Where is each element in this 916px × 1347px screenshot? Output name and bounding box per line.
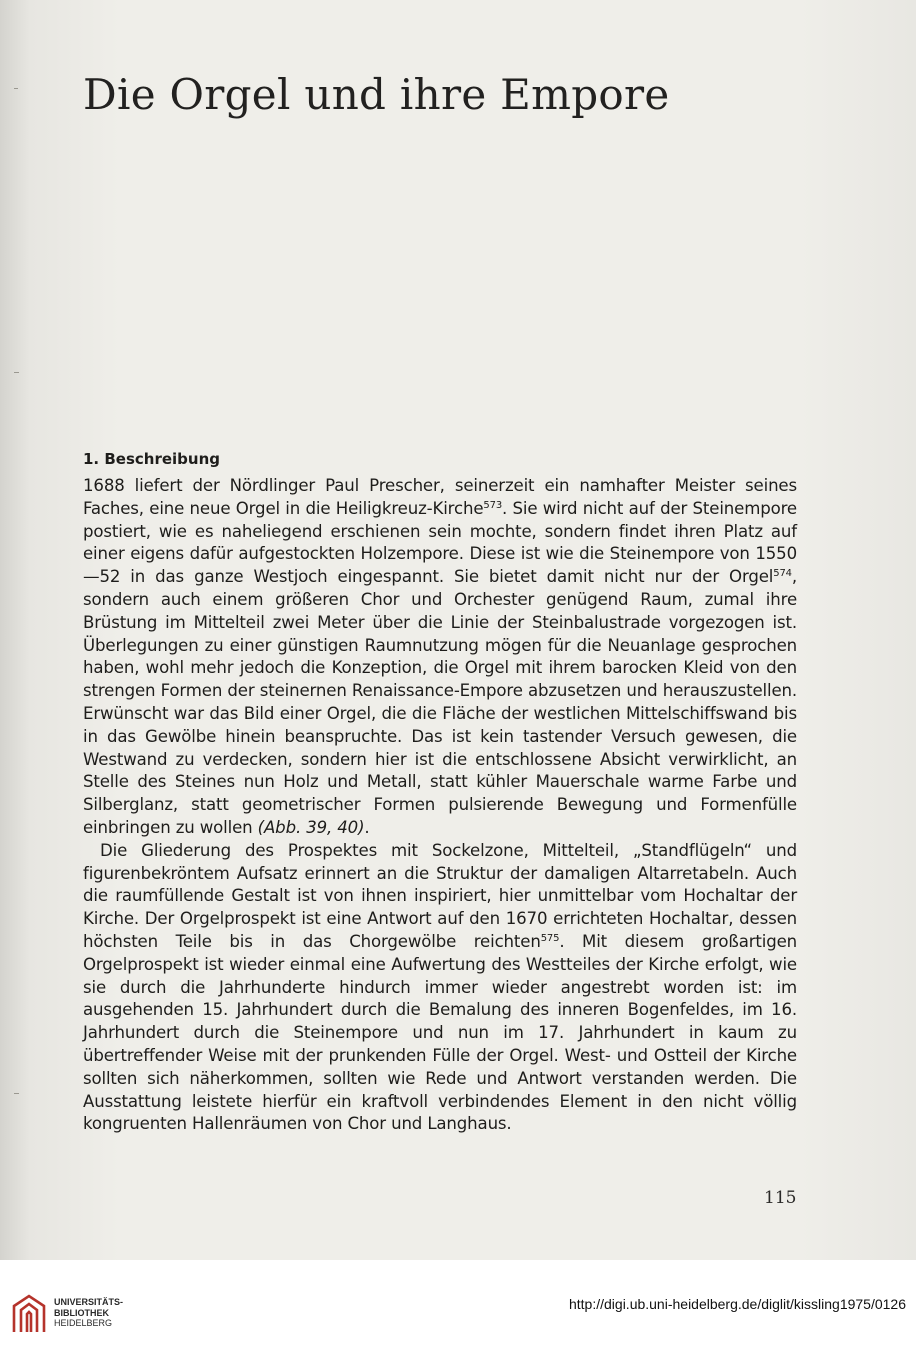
text-run: Die Gliederung des Prospektes mit Sockelzone, Mittelteil, „Standflügeln“ und figurenbekröntem Aufsatz erinnert an die Struktur der damaligen Altarretabeln. Auch die raumfüllende Gestalt ist von ihnen inspiriert, hier unmittelbar vom Hochaltar der Kirche. Der Orgelprospekt ist eine Antwort auf den 1670 errichteten Hochaltar, dessen höchsten Teile bis in das Chorgewölbe reichten bbox=[83, 840, 797, 951]
library-line-3: HEIDELBERG bbox=[54, 1318, 113, 1328]
source-url-link[interactable]: http://digi.ub.uni-heidelberg.de/diglit/kissling1975/0126 bbox=[568, 1296, 906, 1312]
paragraph-2 bbox=[83, 840, 797, 1136]
footnote-ref: 573 bbox=[483, 499, 503, 511]
margin-mark bbox=[14, 1093, 19, 1094]
chapter-title: Die Orgel und ihre Empore bbox=[83, 70, 670, 119]
text-run: 1688 liefert der Nördlinger Paul Prescher, seinerzeit ein namhafter Meister seines Faches, eine neue Orgel in die Heiligkreuz-Kirche bbox=[83, 476, 797, 518]
footnote-ref: 575 bbox=[540, 932, 560, 944]
text-run: . Sie wird nicht auf der Steinempore postiert, wie es naheliegend erschienen sein mochte, sondern findet ihren Platz auf einer eigens dafür aufgestockten Holzempore. Diese ist wie die Steinempore von 1550—52 in das ganze Westjoch eingespannt. Sie bietet damit nicht nur der Orgel bbox=[83, 498, 797, 587]
body-text bbox=[83, 475, 797, 1136]
library-line-2: BIBLIOTHEK bbox=[54, 1307, 109, 1318]
page-number: 115 bbox=[764, 1188, 797, 1208]
paragraph-1 bbox=[83, 475, 797, 840]
margin-mark bbox=[14, 372, 19, 373]
footnote-ref: 574 bbox=[773, 568, 792, 580]
section-heading: 1. Beschreibung bbox=[83, 450, 221, 468]
library-name bbox=[54, 1297, 123, 1329]
figure-ref: (Abb. 39, 40) bbox=[257, 817, 365, 837]
text-run: . bbox=[364, 817, 370, 837]
library-line-1: UNIVERSITÄTS- bbox=[54, 1297, 124, 1307]
margin-mark bbox=[14, 88, 18, 89]
text-run: , sondern auch einem größeren Chor und Orchester genügend Raum, zumal ihre Brüstung im Mittelteil zwei Meter über die Linie der Steinbalustrade vorgezogen ist. Überlegungen zu einer günstigen Raumnutzung mögen für die Neuanlage gesprochen haben, wohl mehr jedoch die Konzeption, die Orgel mit ihrem barocken Kleid von den strengen Formen der steinernen Renaissance-Empore abzusetzen und herauszustellen. Erwünscht war das Bild einer Orgel, die die Fläche der westlichen Mittelschiffswand bis in das Gewölbe hinein beanspruchte. Das ist kein tastender Versuch gewesen, die Westwand zu verdecken, sondern hier ist die entschlossene Absicht verwirklicht, an Stelle des Steines nun Holz und Metall, statt kühler Mauerschale warme Farbe und Silberglanz, statt geometrischer Formen pulsierende Bewegung und Formenfülle einbringen zu wollen bbox=[83, 567, 797, 837]
university-library-logo-icon bbox=[10, 1292, 48, 1334]
text-run: . Mit diesem großartigen Orgelprospekt ist wieder einmal eine Aufwertung des Westteiles der Kirche erfolgt, wie sie durch die Jahrhunderte hindurch immer wieder angestrebt worden ist: im ausgehenden 15. Jahrhundert durch die Bemalung des inneren Bogenfeldes, im 16. Jahrhundert durch die Steinempore und nun im 17. Jahrhundert in kaum zu übertreffender Weise mit der prunkenden Fülle der Orgel. West- und Ostteil der Kirche sollten sich näherkommen, sollten wie Rede und Antwort verstanden werden. Die Ausstattung leistete hierfür ein kraftvoll verbindendes Element in den nicht völlig kongruenten Hallenräumen von Chor und Langhaus. bbox=[83, 931, 798, 1134]
